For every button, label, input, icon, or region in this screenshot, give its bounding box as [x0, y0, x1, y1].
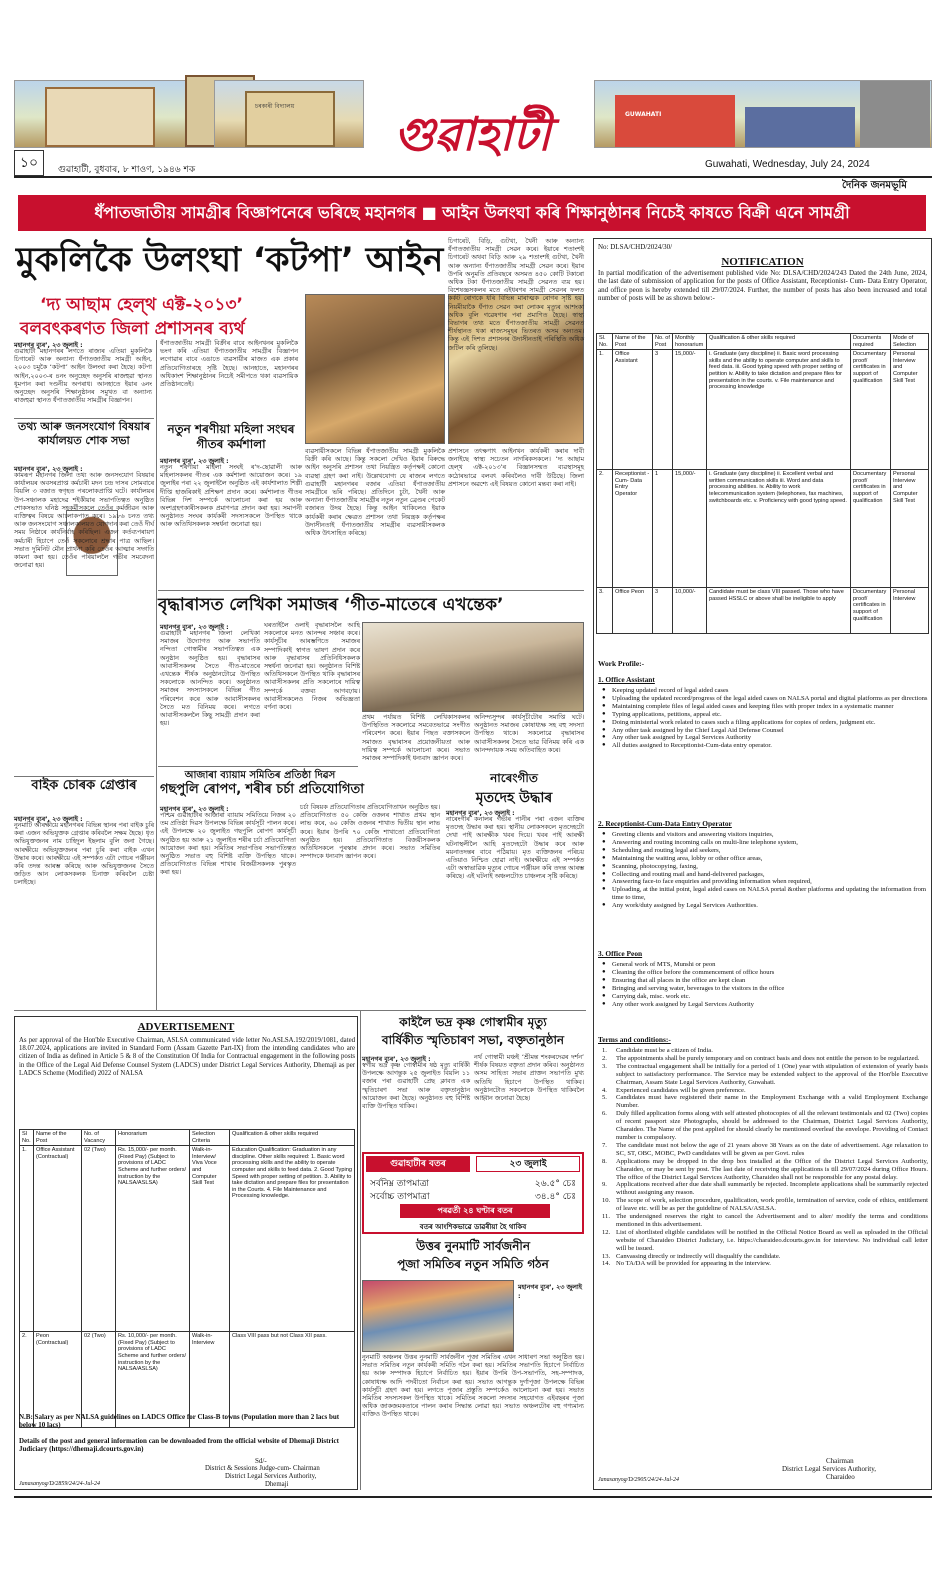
terms-title: Terms and conditions:-	[598, 1035, 671, 1044]
notif-th: Documents required	[851, 334, 891, 350]
advert-td: 02 (Two)	[82, 1146, 116, 1332]
weather-title: গুৱাহাটীৰ বতৰ	[366, 1156, 470, 1172]
writers-body-1: গুৱাহাটী মহানগৰ জিলা লেখিকা সমাজৰ উদ্যোগত আৰু সভাপতি নন্দিতা গোস্বামীৰ সভাপতিত্বত এক অনুষ্ঠান অনুষ্ঠিত হয়। বৃদ্ধাৰাসৰ আবাসীসকলৰ সৈতে গীত-মাতেৰে এখন্তেক শীৰ্ষক অনুষ্ঠানটোৱে উপস্থিত সকলোকে আনন্দিত কৰে। অনুষ্ঠানত সমাজৰ সদস্যাসকলে বিভিন্ন গীত পৰিবেশন কৰে আৰু আবাসীসকলৰ সৈতে মত বিনিময় কৰে। লগতে আবাসীসকললৈ কিছু সামগ্ৰী প্ৰদান কৰা হয়।	[160, 630, 260, 728]
weather-max-value: ৩৪.৪° চেঃ	[534, 1192, 576, 1202]
notif-td: Candidate must be class VIII passed. Those who have passed HSSLC or above shall be ineligible to apply	[707, 588, 851, 634]
advert-td: Class VIII pass but not Class XII pass.	[230, 1332, 355, 1428]
lead-body-5: প্ৰশাসনে তৎক্ষণাৎ আইনখন কাৰ্যকৰী কৰাৰ দাবী জনাইছে স্বাস্থ্য সচেতন নাগৰিকসকলে। ‘দ্য আছাম হেল্‌থ এক্ট-২০১৩’ৰ বিজ্ঞানসন্মত ব্যৱস্থাসমূহ কঠোৰভাৱে বলবৎ কৰিবলৈও দাবী উঠিছে। জিলা প্ৰশাসনে অৱশ্যে এই বিষয়ত কোনো মন্তব্য কৰা নাই।	[448, 448, 584, 488]
notif-td: 2.	[597, 470, 613, 588]
divider	[14, 418, 154, 419]
list-item: ● Uploading the updated record/progress of the legal aided cases on NALSA portal and digital platforms as per directions	[602, 695, 928, 703]
list-item: 3. The contractual engagement shall be initially for a period of 1 (One) year with stipulation of extension of yearly basis subject to satisfactory performance. The Service may be extended subject to the approval of the Hon'ble Executive Chairman, Assam State Legal Services Authority, Guwahati.	[602, 1062, 928, 1086]
lead-body-4: চিগাৰেট, বিড়ি, গুটখা, খৈনী আৰু অন্যান্য ধঁপাতজাতীয় সামগ্ৰী সেৱন কৰে। ইয়াৰে শতাংশই চিগাৰেট অথবা বিড়ি আৰু ২৯ শতাংশই গুটখা, খৈনী আৰু অন্যান্য ধঁপাতজাতীয় সামগ্ৰী সেৱন কৰে। ইয়াৰ উপৰি অনুমতি প্ৰতিবছৰে অসমত ৪৫০ কোটি টকাৰো অধিক টকা ধঁপাতজাতীয় সামগ্ৰী সেৱনত ব্যয় হয়। বিশেষজ্ঞসকলৰ মতে এইধৰণৰ সামগ্ৰী সেৱনৰ ফলত কৰ্কট ৰোগকে ধৰি বিভিন্ন মাৰাত্মক ৰোগৰ সৃষ্টি হয়। নিয়মীয়াকৈ ধঁপাত সেৱন কৰা লোকৰ মৃত্যুৰ আশংকা অধিক বুলি গৱেষণাৰ পৰা প্ৰমাণিত হৈছে। স্বাস্থ্য বিভাগৰ তথ্য মতে ধঁপাতজাতীয় সামগ্ৰী সেৱনত শীৰ্ষস্থানত থকা ৰাজ্যসমূহৰ ভিতৰত অসম অন্যতম। কিন্তু এই দিশত প্ৰশাসনৰ উদাসীনতাই পৰিস্থিতি অধিক জটিল কৰি তুলিছে।	[448, 238, 584, 352]
notif-td: 3	[653, 588, 673, 634]
writers-group-photo	[362, 622, 584, 712]
advert-details: Details of the post and general information can be downloaded from the official website of Dhemaji District Judiciary (https://dhemaji.dcourts.gov.in)	[19, 1437, 339, 1454]
divider	[158, 766, 358, 767]
notif-table	[596, 333, 929, 634]
notif-td: Personal Interview	[891, 588, 929, 634]
notif-title: NOTIFICATION	[721, 256, 804, 268]
advert-sign-3: Dhemaji	[265, 1481, 289, 1488]
writers-dateline: মহানগৰ ব্যুৰ’, ২৩ জুলাই :	[160, 624, 229, 631]
gym-kicker: আজাৰা ব্যায়াম সমিতিৰ প্ৰতিষ্ঠা দিৱস	[184, 770, 336, 781]
date-local: গুৱাহাটী, বুধবাৰ, ৮ শাওণ, ১৯৪৬ শক	[58, 165, 196, 175]
list-item: 6. Duly filled application forms along with self attested photocopies of all the relevant testimonials and 02 (Two) copies of recent passport size Photographs, should be addressed to the Chairman, District Legal Services Authority, Charaideo. The Name of the post applied for should clearly be mentioned overleaf the envelope. Providing of Contact number is compulsory.	[602, 1110, 928, 1141]
list-item: ● Greeting clients and visitors and answering visitors inquiries,	[602, 831, 928, 839]
memorial-body-2: নৰ্থ গোস্বামী মঞ্চই ‘শ্ৰীমন্ত শংকৰদেৱৰ দৰ্শন’ শীৰ্ষক বিষয়ত বক্তৃতা প্ৰদান কৰিব। অনুষ্ঠানত অসম সাহিত্য সভাৰ প্ৰাক্তন সভাপতি মুখ্য অতিথি হিচাপে উপস্থিত থাকিব। অনুষ্ঠানটোত সকলোকে উপস্থিত থাকিবলৈ আহ্বান জনোৱা হৈছে।	[474, 1054, 584, 1103]
notif-th: Qualification & other skills required	[707, 334, 851, 350]
advert-td: Rs. 15,000/- per month. (Fixed Pay) (Subject to provisions of LADC Scheme and further orders/ instruction by the NALSA/ASLSA)	[116, 1146, 190, 1332]
lead-body-1: গুৱাহাটী মহানগৰৰ লগতে ৰাজ্যৰ এতিয়া মুকলিকৈ চিগাৰেট আৰু অন্যান্য ধঁপাতজাতীয় সামগ্ৰী আইন, ২০০৩ চমুকৈ ‘কটপা’ আইন উলংঘা কৰা হৈছে। কটপা আইন,২০০৩-ৰ ৪নং অনুচ্ছেদ অনুসৰি ৰাজহুৱা স্থানত ধূমপান কৰা দণ্ডনীয় অপৰাধ। আনহাতে ইয়াৰ ৬নং অনুচ্ছেদ অনুসৰি শিক্ষানুষ্ঠানৰ সমুখত বা অন্যান্য ৰাজহুৱা স্থানত ধঁপাতজাতীয় সামগ্ৰীৰ বিজ্ঞাপন।	[14, 348, 152, 405]
puja-dateline: মহানগৰ ব্যুৰ’, ২৩ জুলাই :	[518, 1284, 582, 1300]
date-english: Guwahati, Wednesday, July 24, 2024	[705, 159, 870, 170]
list-item: ● Doing ministerial work related to cases such a filing applications for copies of orders, judgment etc.	[602, 719, 928, 727]
side1-body: কামৰূপ মহানগৰ জিলা তথ্য আৰু জনসংযোগ বিষয়াৰ কাৰ্যালয়ৰ অবসৰপ্ৰাপ্ত কৰ্মচাৰী মদন চন্দ্ৰ দাসৰ সোমবাৰে বিয়লি ৩ বজাত স্বগৃহত পৰলোকপ্ৰাপ্তি ঘটে। কাৰ্যালয়ৰ উপ-সঞ্চালক মহাদেৱ শইকীয়াৰ সভাপতিত্বত অনুষ্ঠিত শোকসভাত ঘনিষ্ঠ সহকৰ্মীসকলে তেওঁৰ কৰ্মজীৱন আৰু ব্যক্তিত্বৰ বিষয়ে আলোকপাত কৰে। ১৯৮৬ চনত তথ্য আৰু জনসংযোগ সঞ্চালকালয়ত যোগদান কৰা তেওঁ দীৰ্ঘ সময় নিষ্ঠাৰে কাৰ্যনিৰ্বাহ কৰিছিল। এজন কৰ্তব্যপৰায়ণ কৰ্মচাৰী হিচাপে তেওঁ সকলোৰে শ্ৰদ্ধাৰ পাত্ৰ আছিল। সভাত দুমিনিট মৌন প্ৰাৰ্থনা কৰি তেওঁৰ আত্মাৰ সদ্গতি কামনা কৰা হয়। তেওঁৰ পৰিয়াললৈ গভীৰ সমবেদনা জনোৱা হয়।	[14, 472, 154, 570]
side1-dateline: মহানগৰ ব্যুৰ’, ২৩ জুলাই :	[14, 466, 83, 473]
notif-th: Mode of Selection	[891, 334, 929, 350]
weather-forecast: পৰৱৰ্তী ২৪ ঘণ্টাৰ বতৰ	[400, 1204, 550, 1218]
list-item: ● All duties assigned to Receptionist-Cum-data entry operator.	[602, 742, 928, 750]
list-item: ● Any work/duty assigned by Legal Services Authorities.	[602, 902, 928, 910]
side3-dateline: মহানগৰ ব্যুৰ’, ২৩ জুলাই :	[14, 816, 83, 823]
notif-th: Monthly honorarium	[673, 334, 707, 350]
list-item: ● Carrying dak, misc. work etc.	[602, 993, 928, 1001]
red-banner-headline: ধঁপাতজাতীয় সামগ্ৰীৰ বিজ্ঞাপনেৰে ভৰিছে মহানগৰ ■ আইন উলংঘা কৰি শিক্ষানুষ্ঠানৰ নিচেই কাষতে বিক্ৰী এনে সামগ্ৰী	[18, 195, 926, 231]
weather-note: বতৰ আংশিকভাৱে ডাৱৰীয়া হৈ থাকিব	[419, 1223, 527, 1231]
list-item: 9. Applications received after due date shall summarily be rejected. Incomplete applications shall be summarily rejected without assigning any reason.	[602, 1181, 928, 1197]
advert-nb: N.B: Salary as per NALSA guidelines on LADCS Office for Class-B towns (Population more than 2 lacs but below 10 lacs)	[19, 1413, 340, 1430]
list-item: 13. Canvassing directly or indirectly will disqualify the candidate.	[602, 1252, 781, 1260]
notif-td: i. Graduate (any discipline) ii. Excellent verbal and written communication skills iii. Word and data processing abilities. iv. Ability to work telecommunication system (telephones, fax machines, switchboards etc. v. Proficiency with good typing speed.	[707, 470, 851, 588]
advert-td: Walk-in-Interview	[190, 1332, 230, 1428]
notif-td: Personal Interview and Computer Skill Test	[891, 350, 929, 470]
side3-headline: বাইক চোৰক গ্ৰেপ্তাৰ	[31, 778, 137, 793]
shop-photo	[305, 294, 445, 444]
sec1-list	[602, 687, 928, 750]
sec3-title: 3. Office Peon	[598, 949, 643, 958]
lead-body-3: ব্যৱসায়ীসকলে বিভিন্ন ধঁপাতজাতীয় সামগ্ৰী মুকলিকৈ বিক্ৰী কৰি আছে। কিন্তু সকলো দেখিও ইয়াৰ বিৰুদ্ধে আইন অনুসৰি প্ৰশাসন তথা নিয়ন্ত্ৰিত কৰ্তৃপক্ষই কোনো ব্যৱস্থা গ্ৰহণ কৰা নাই। উল্লেখযোগ্য যে ৰাজ্যৰ লগতে গুৱাহাটী মহানগৰৰ বজাৰ এতিয়া ধঁপাতজাতীয় সামগ্ৰীৰে ভৰি পৰিছে। প্ৰতিদিনে চুটা, খৈনী আৰু অন্যান্য ধঁপাতজাতীয় সামগ্ৰীৰ নতুন নতুন ব্ৰেণ্ডৰ পেকেট বজাৰত উদয় হৈছে। কিন্তু আইন থাকিলেও ইয়াক কাৰ্যকৰী কৰাৰ ক্ষেত্ৰত প্ৰশাসন তথা নিয়ন্ত্ৰক কৰ্তৃপক্ষৰ উদাসীনতাই ধঁপাতজাতীয় সামগ্ৰীৰ ব্যৱসায়ীসকলক অধিক উৎসাহিত কৰিছে।	[305, 448, 445, 538]
advert-th: Sl No.	[20, 1130, 34, 1146]
weather-max-label: সৰ্বোচ্চ তাপমাত্ৰা	[370, 1192, 430, 1202]
list-item: ● Cleaning the office before the commencement of office hours	[602, 969, 928, 977]
advert-sign: Sd/-	[255, 1457, 267, 1465]
advert-intro: As per approval of the Hon'ble Executive Chairman, ASLSA communicated vide letter No.ASLSA.192/2019/1081, dated 18.07.2024, applications are invited in Standard Form (Assam Gazette Part-IX) from the intending candidates who are citizen of India as defined in Article 5 & 8 of the Constitution Of India for Contractual engagement in the following posts in the Office of the Legal Aid Defense Counsel System (LADCS) under District Legal Services Authority, Dhemaji as per LADCS Scheme (Modified) 2022 of NALSA	[19, 1037, 355, 1077]
advert-sign-2: District Legal Services Authority,	[225, 1473, 317, 1480]
advert-title: ADVERTISEMENT	[137, 1021, 235, 1033]
sec2-list	[602, 831, 928, 910]
notif-ref-bottom: Janasanyog/D/2905/24/24-Jul-24	[598, 1477, 679, 1483]
list-item: ● Keeping updated record of legal aided cases	[602, 687, 928, 695]
body-headline: মৃতদেহ উদ্ধাৰ	[475, 790, 553, 806]
list-item: ● Uploading, at the initial point, legal aided cases on NALSA portal &other platforms and updating the information from time to time,	[602, 886, 928, 902]
list-item: 2. The appointments shall be purely temporary and on contract basis and does not entitle the person to be regularized.	[602, 1054, 920, 1062]
weather-min-value: ২৬.৫° চেঃ	[534, 1179, 576, 1189]
page-bottom-rule	[14, 1496, 932, 1498]
list-item: ● Maintaining complete files of legal aided cases and keeping files with proper index in a systematic manner	[602, 703, 928, 711]
list-item: ● Scanning, photocopying, faxing,	[602, 863, 928, 871]
body-dateline: মহানগৰ ব্যুৰ’, ২৩ জুলাই :	[446, 810, 515, 817]
body-body: নাৰেংগীৰ কনালৰ গভীৰ পানীৰ পৰা এজন ব্যক্তিৰ মৃতদেহ উদ্ধাৰ কৰা হয়। স্থানীয় লোকসকলে মৃতদেহটো দেখা পাই আৰক্ষীক খবৰ দিয়ে। খবৰ পাই আৰক্ষী ঘটনাস্থলীলৈ আহি মৃতদেহটো উদ্ধাৰ কৰে আৰু ময়নাতদন্তৰ বাবে পঠিয়ায়। মৃত ব্যক্তিজনৰ পৰিচয় এতিয়াও নিশ্চিত হোৱা নাই। আৰক্ষীয়ে এই সম্পৰ্কত এটা অস্বাভাৱিক মৃত্যুৰ গোচৰ পঞ্জীয়ন কৰি তদন্ত আৰম্ভ কৰিছে। এই ঘটনাই অঞ্চলটোত চাঞ্চল্যৰ সৃষ্টি কৰিছে।	[446, 816, 584, 881]
table-row	[597, 470, 929, 588]
notif-td: Office Peon	[613, 588, 653, 634]
notif-table-header	[597, 334, 929, 350]
notif-td: i. Graduate (any discipline) ii. Basic word processing skills and the ability to operate computer and skills to feed data. iii. Good typing speed with proper setting of petition iv. Ability to take dictation and prepare files for presentation in the courts. v. File maintenance and processing knowledge	[707, 350, 851, 470]
list-item: 4. Experienced candidates will be given preference.	[602, 1086, 746, 1094]
body-kicker: নাৰেংগীত	[490, 771, 538, 785]
list-item: 11. The undersigned reserves the right to cancel the Advertisement and to alter/ modify the terms and conditions mentioned in this advertisement.	[602, 1213, 928, 1228]
puja-headline-2: পূজা সমিতিৰ নতুন সমিতি গঠন	[397, 1257, 549, 1271]
advert-td: Office Assistant (Contractual)	[34, 1146, 82, 1332]
weather-row-max	[370, 1189, 576, 1204]
advert-table-header	[20, 1130, 355, 1146]
notif-td: Documentary proof/ certificates in support of qualification	[851, 588, 891, 634]
gym-body-2: চৰ্চা বিষয়ক প্ৰতিযোগিতাৰ প্ৰতিযোগিতাখন অনুষ্ঠিত হয়। প্ৰতিযোগিতাত ৫০ কেজি ওজনৰ শাখাত প্ৰথম স্থান লাভ কৰে, ৬০ কেজি ওজনৰ শাখাত দ্বিতীয় স্থান লাভ কৰে। ইয়াৰ উপৰি ৭০ কেজি শাখাতো প্ৰতিযোগিতা অনুষ্ঠিত হয়। প্ৰতিযোগিতাত বিজয়ীসকলক অতিথিসকলে পুৰস্কাৰ প্ৰদান কৰে। সভাত সমিতিৰ সম্পাদকে ধন্যবাদ জ্ঞাপন কৰে।	[300, 804, 440, 861]
list-item: 1. Candidate must be a citizen of India.	[602, 1047, 713, 1054]
notif-th: Sl. No.	[597, 334, 613, 350]
advert-th: Qualification & other skills required	[230, 1130, 355, 1146]
notif-intro: In partial modification of the advertisement published vide No: DLSA/CHD/2024/243 Dated the 24th June, 2024, the last date of submission of application for the posts of Office Assistant, Receptionist- Cum- Data Entry Operator, and office peon is hereby extended till 29/07/2024. Further, the number of posts has also been increased and total number of posts will be as shown below:-	[598, 269, 927, 303]
notif-td: 1.	[597, 350, 613, 470]
page-number: ১০	[14, 150, 44, 176]
weather-box	[362, 1152, 584, 1234]
writers-headline: বৃদ্ধাৰাসত লেখিকা সমাজৰ ‘গীত-মাতেৰে এখন্তেক’	[158, 595, 504, 615]
notif-td: 15,000/-	[673, 350, 707, 470]
masthead-rule	[14, 176, 932, 178]
side2-dateline: মহানগৰ ব্যুৰ’, ২৩ জুলাই :	[160, 458, 229, 465]
lead-dateline: মহানগৰ ব্যুৰ’, ২৩ জুলাই :	[14, 342, 83, 349]
memorial-body-1: স্বৰ্গীয় ভদ্ৰ কৃষ্ণ গোস্বামীৰ ষষ্ঠ মৃত্যু বাৰ্ষিকী উপলক্ষে আগন্তুক ২৫ জুলাইত বিয়লি ১১ বজাৰ পৰা গুৱাহাটী প্ৰেছ ক্লাবত এক স্মৃতিচাৰণ সভা আৰু বক্তৃতানুষ্ঠান আয়োজন কৰা হৈছে। অনুষ্ঠানত বহু বিশিষ্ট ব্যক্তি উপস্থিত থাকিব।	[362, 1062, 470, 1111]
notif-sign-1: Chairman	[826, 1457, 854, 1465]
notif-td: Office Assistant	[613, 350, 653, 470]
divider	[14, 1010, 586, 1011]
advert-ref: Janasanyog/D/2859/24/24-Jul-24	[19, 1481, 100, 1487]
puja-body: নুনমাটি অঞ্চলৰ উত্তৰ নুনমাটি সাৰ্বজনীন পূজা সমিতিৰ এখন সাধাৰণ সভা অনুষ্ঠিত হয়। সভাত সমিতিৰ নতুন কাৰ্যকৰী সমিতি গঠন কৰা হয়। সমিতিৰ সভাপতি হিচাপে নিৰ্বাচিত হয় আৰু সম্পাদক হিচাপে নিৰ্বাচিত হয়। ইয়াৰ উপৰি উপ-সভাপতি, সহ-সম্পাদক, কোষাধ্যক্ষ আদি পদবীতো নিৰ্বাচন কৰা হয়। সভাত আগন্তুক দুৰ্গাপূজা উপলক্ষে বিভিন্ন কাৰ্যসূচী গ্ৰহণ কৰা হয়। লগতে পূজাৰ প্ৰস্তুতি সম্পৰ্কেও আলোচনা কৰা হয়। সভাত সমিতিৰ সদস্যসকল উপস্থিত থাকে। সমিতিৰ সকলো সদস্যৰ সহযোগত এইবছৰৰ পূজা অধিক জাকজমকতাৰে পালন কৰাৰ সিদ্ধান্ত লোৱা হয়। সভাত অঞ্চলটোৰ বহু গণ্যমান্য ব্যক্তিও উপস্থিত থাকে।	[362, 1354, 584, 1419]
list-item: 12. List of shortlisted eligible candidates will be notified in the Official Notice Board as well as uploaded in the Official website of Charaideo District Judiciary, i.e. https://charaideo.dcourts.gov.in for interview. No individual call letter will be issued.	[602, 1228, 928, 1252]
divider	[14, 776, 154, 777]
notif-sign-3: Charaideo	[826, 1473, 855, 1481]
table-row	[20, 1146, 355, 1332]
gate-board-text: চৰকাৰী বিদ্যালয়	[255, 103, 295, 110]
sec3-list	[602, 961, 928, 1008]
notif-td: 1	[653, 470, 673, 588]
list-item: 10. The scope of work, selection procedure, qualification, work profile, termination of service, code of ethics, entitlement of leave etc. will be as per the guideline of NALSA/ASLSA.	[602, 1197, 928, 1213]
side2-body: নতুন শৰণীয়া মহিলা সংঘই ৰ’দ-ছোৱালী আৰু মহিলাসকলৰ গীতৰ এক কৰ্মশালা আয়োজন কৰে। ১৯ জুলাইৰ পৰা ২২ জুলাইলৈ অনুষ্ঠিত এই কাৰ্যশালাত শিল্পী দীপ্তি হাজৰিকাই প্ৰশিক্ষণ প্ৰদান কৰে। কৰ্মশালাত গীতৰ বিভিন্ন দিশ সম্পৰ্কে আলোচনা কৰা হয় আৰু অংশগ্ৰহণকাৰীসকলক প্ৰমাণপত্ৰ প্ৰদান কৰা হয়। সমাপনী অনুষ্ঠানত সংঘৰ কাৰ্যকৰী সদস্যসকলে উপস্থিত থাকে আৰু অতিথিসকলক সম্বৰ্ধনা জনোৱা হয়।	[160, 464, 302, 529]
notification-charaideo	[593, 238, 932, 1490]
notif-th: No. of Post	[653, 334, 673, 350]
list-item: ● Bringing and serving water, beverages to the visitors in the office	[602, 985, 928, 993]
notif-td: Documentary proof/ certificates in support of qualification	[851, 350, 891, 470]
gym-headline: গছপুলি ৰোপণ, শৰীৰ চৰ্চা প্ৰতিযোগিতা	[160, 782, 364, 797]
divider	[158, 590, 584, 591]
advertisement-dhemaji	[14, 1016, 358, 1490]
list-item: ● Typing applications, petitions, appeal etc.	[602, 711, 928, 719]
station-board-text: GUWAHATI	[625, 111, 662, 118]
list-item: ● Maintaining the waiting area, lobby or other office areas,	[602, 855, 928, 863]
notif-td: 3	[653, 350, 673, 470]
list-item: ● Answering and routing incoming calls on multi-line telephone system,	[602, 839, 928, 847]
list-item: ● Collecting and routing mail and hand-delivered packages,	[602, 871, 928, 879]
list-item: 14. No TA/DA will be provided for appearing in the interview.	[602, 1260, 771, 1268]
notif-td: 3.	[597, 588, 613, 634]
advert-td: Rs. 10,000/- per month. (Fixed Pay) (Subject to provisions of LADC Scheme and further orders/ instruction by the NALSA/ASLSA)	[116, 1332, 190, 1428]
list-item: ● Any other task assigned by Legal Services Authority	[602, 734, 928, 742]
list-item: 7. The candidate must not below the age of 21 years above 38 Years as on the date of advertisement. Age relaxation to SC, ST, OBC, MOBC, PwD candidates will be given as per Govt. rules	[602, 1141, 928, 1157]
gym-dateline: মহানগৰ ব্যুৰ’, ২৩ জুলাই :	[160, 806, 229, 813]
side2-headline: নতুন শৰণীয়া মহিলা সংঘৰ গীতৰ কৰ্মশালা	[167, 422, 295, 451]
advert-th: Name of the Post	[34, 1130, 82, 1146]
lead-headline: মুকলিকৈ উলংঘা ‘কটপা’ আইন	[16, 240, 444, 280]
side3-body: নুনমাটি আৰক্ষীয়ে মহানগৰৰ বিভিন্ন স্থানৰ পৰা বাইক চুৰি কৰা এজন অভিযুক্তক গ্ৰেপ্তাৰ কৰিবলৈ সক্ষম হৈছে। ধৃত অভিযুক্তজনৰ নাম চাহিদুল ইছলাম বুলি জনা গৈছে। আৰক্ষীয়ে অভিযুক্তজনৰ পৰা চুৰি কৰা বাইক এখন উদ্ধাৰ কৰে। আৰক্ষীয়ে এই সম্পৰ্কত এটা গোচৰ পঞ্জীয়ন কৰি তদন্ত আৰম্ভ কৰিছে আৰু অভিযুক্তজনৰ সৈতে জড়িত আন লোকসকলক চিনাক্ত কৰিবলৈ চেষ্টা চলাইছে।	[14, 822, 154, 887]
advert-th: Honorarium	[116, 1130, 190, 1146]
writers-body-4: অনিন্দ্যসুন্দৰ কাৰ্যসূচীটোৰ সমাপ্তি ঘটে। অনুষ্ঠানত সমাজৰ কোষাধ্যক্ষ সহ বহু সদস্যা উপস্থিত থাকে। সকলোৱে বৃদ্ধাৰাসৰ আবাসীসকলৰ সৈতে ভাৱ বিনিময় কৰি এক আনন্দদায়ক সময় অতিবাহিত কৰে।	[474, 714, 584, 754]
table-row	[597, 588, 929, 634]
notif-sign-2: District Legal Services Authority,	[782, 1465, 877, 1473]
writers-body-2: ঘৰতাইলৈ ওলাই বৃদ্ধাৰাসলৈ আহি সকলোৰে মনত আনন্দৰ সঞ্চাৰ কৰে। কাৰ্যসূচীৰ আৰম্ভণিতে সমাজৰ সম্পাদিকাই স্বাগত ভাষণ প্ৰদান কৰে আৰু বৃদ্ধাৰাসৰ প্ৰতিনিধিসকলক সম্বৰ্ধনা জনোৱা হয়। অনুষ্ঠানত বিশিষ্ট অতিথিসকলে উপস্থিত থাকি বৃদ্ধাৰাসৰ আবাসীসকলৰ প্ৰতি সকলোৰে দায়িত্ব সম্পৰ্কে বক্তব্য আগবঢ়ায়। আবাসীসকলেও নিজৰ অভিজ্ঞতা বৰ্ণনা কৰে।	[264, 622, 360, 712]
list-item: ● Any other task assigned by the Chief Legal Aid Defense Counsel	[602, 727, 928, 735]
memorial-headline-1: কাইলৈ ভদ্ৰ কৃষ্ণ গোস্বামীৰ মৃত্যু	[399, 1015, 547, 1029]
terms-list	[602, 1047, 928, 1268]
notif-td: 10,000/-	[673, 588, 707, 634]
puja-meeting-photo	[362, 1280, 514, 1352]
memorial-dateline: মহানগৰ ব্যুৰ’, ২৩ জুলাই :	[362, 1056, 431, 1063]
advert-table	[19, 1129, 355, 1428]
advert-td: 1.	[20, 1146, 34, 1332]
sec1-title: 1. Office Assistant	[598, 675, 655, 684]
paper-logo: গুৱাহাটী	[394, 107, 551, 161]
advert-th: Selection Criteria	[190, 1130, 230, 1146]
table-row	[597, 350, 929, 470]
puja-headline-1: উত্তৰ নুনমাটি সাৰ্বজনীন	[415, 1239, 531, 1253]
side1-headline: তথ্য আৰু জনসংযোগ বিষয়াৰ কাৰ্যালয়ত শোক সভা	[18, 420, 150, 447]
lead-subhead-2: বলবৎকৰণত জিলা প্ৰশাসনৰ ব্যৰ্থ	[20, 319, 245, 339]
weather-min-label: সৰ্বনিম্ন তাপমাত্ৰা	[370, 1179, 430, 1189]
list-item: ● General work of MTS, Munshi or peon	[602, 961, 928, 969]
list-item: 8. Applications may be dropped in the drop box installed at the Office of the District Legal Services Authority, Charaideo, or may be sent by post. The last date of receiving the applications is till 29/07/2024 during Office Hours. The office of the District Legal Services Authority, Charaideo shall not be responsible for any postal delay.	[602, 1157, 928, 1181]
advert-th: No. of Vacancy	[82, 1130, 116, 1146]
notif-td: Receptionist - Cum- Data Entry Operator	[613, 470, 653, 588]
notif-ref: No: DLSA/CHD/2024/30/	[598, 243, 673, 251]
work-profile-title: Work Profile:-	[598, 659, 645, 668]
notif-td: Personal Interview and Computer Skill Test	[891, 470, 929, 588]
list-item: ● Any other work assigned by Legal Services Authority	[602, 1001, 928, 1009]
column-rule	[156, 340, 157, 1010]
sec2-title: 2. Receptionist-Cum-Data Entry Operator	[598, 819, 732, 828]
advert-td: 2.	[20, 1332, 34, 1428]
list-item: 5. Candidates must have registered their name in the Employment Exchange with a valid Employment Exchange Number.	[602, 1094, 928, 1110]
advert-td: Education Qualification: Graduation in any discipline. Other skills required: 1. Basic word processing skills and the ability to operate computer and skills to feed data. 2. Good Typing Speed with proper setting of petition. 3. Ability to take dictation and prepare files for presentation in the Courts. 4. File Maintenance and Processing knowledge.	[230, 1146, 355, 1332]
gym-body-1: পশ্চিম গুৱাহাটীৰ আজাৰা ব্যায়াম সমিতিয়ে নিজৰ ২০ তম প্ৰতিষ্ঠা দিৱস উপলক্ষে বিভিন্ন কাৰ্যসূচী পালন কৰে। এই উপলক্ষে ২০ জুলাইত গছপুলি ৰোপণ কাৰ্যসূচী অনুষ্ঠিত হয় আৰু ২১ জুলাইত শৰীৰ চৰ্চা প্ৰতিযোগিতা আয়োজন কৰা হয়। সমিতিৰ সভাপতিৰ সভাপতিত্বত অনুষ্ঠিত সভাত বহু বিশিষ্ট ব্যক্তি উপস্থিত থাকে। প্ৰতিযোগিতাত বিভিন্ন শাখাৰ বিজয়ীসকলক পুৰস্কৃত কৰা হয়।	[160, 812, 296, 877]
weather-date: ২৩ জুলাই	[476, 1156, 580, 1172]
writers-body-3: প্ৰথম পৰ্যায়ত বিশিষ্ট লেখিকাসকলৰ উপস্থিতিত সকলোৱে সমবেতভাৱে সংগীত পৰিবেশন কৰে। ইয়াৰ পিছত বক্তাসকলে সমাজত বৃদ্ধাৰাসৰ প্ৰয়োজনীয়তা আৰু দায়িত্ব সম্পৰ্কে আলোচনা কৰে। সভাত সমাজৰ সম্পাদিকাই ধন্যবাদ জ্ঞাপন কৰে।	[362, 714, 470, 763]
advert-td: Peon (Contractual)	[34, 1332, 82, 1428]
masthead-photo-right	[594, 80, 932, 148]
list-item: ● Ensuring that all places in the office are kept clean	[602, 977, 928, 985]
list-item: ● Answering face-to face enquiries and providing information when required,	[602, 878, 928, 886]
notif-td: 15,000/-	[673, 470, 707, 588]
memorial-headline-2: বাৰ্ষিকীত স্মৃতিচাৰণ সভা, বক্তৃতানুষ্ঠান	[381, 1033, 565, 1047]
advert-td: Walk-in-Interview/ Viva Voce and Computer Skill Test	[190, 1146, 230, 1332]
advert-sign-1: District & Sessions Judge-cum- Chairman	[205, 1465, 320, 1472]
notif-td: Documentary proof/ certificates in support of qualification	[851, 470, 891, 588]
masthead-photo-gate	[214, 80, 364, 148]
lead-subhead-1: ‘দ্য আছাম হেল্‌থ এক্ট-২০১৩’	[40, 295, 243, 315]
notif-th: Name of the Post	[613, 334, 653, 350]
edition-name: দৈনিক জনমভূমি	[842, 180, 907, 191]
column-rule	[360, 1010, 361, 1490]
advert-td: 02 (Two)	[82, 1332, 116, 1428]
list-item: ● Scheduling and routing legal aid seekers,	[602, 847, 928, 855]
lead-body-2: ধঁপাতজাতীয় সামগ্ৰী বিক্ৰীৰ বাবে আইনখনৰ মুকলিকৈ ভংগ কৰি এতিয়া ধঁপাতজাতীয় সামগ্ৰীৰ বিজ্ঞাপন লগোৱাৰ বাবে এঙাতে ব্যৱসায়ীৰ মাজত এক প্ৰকাৰ প্ৰতিযোগিতাৰহে সৃষ্টি হৈছে। আনহাতে, মহানগৰৰ অধিকাংশ শিক্ষানুষ্ঠানৰ নিচেই সমীপতে থকা ব্যৱসায়িক প্ৰতিষ্ঠানতেই।	[160, 340, 298, 389]
